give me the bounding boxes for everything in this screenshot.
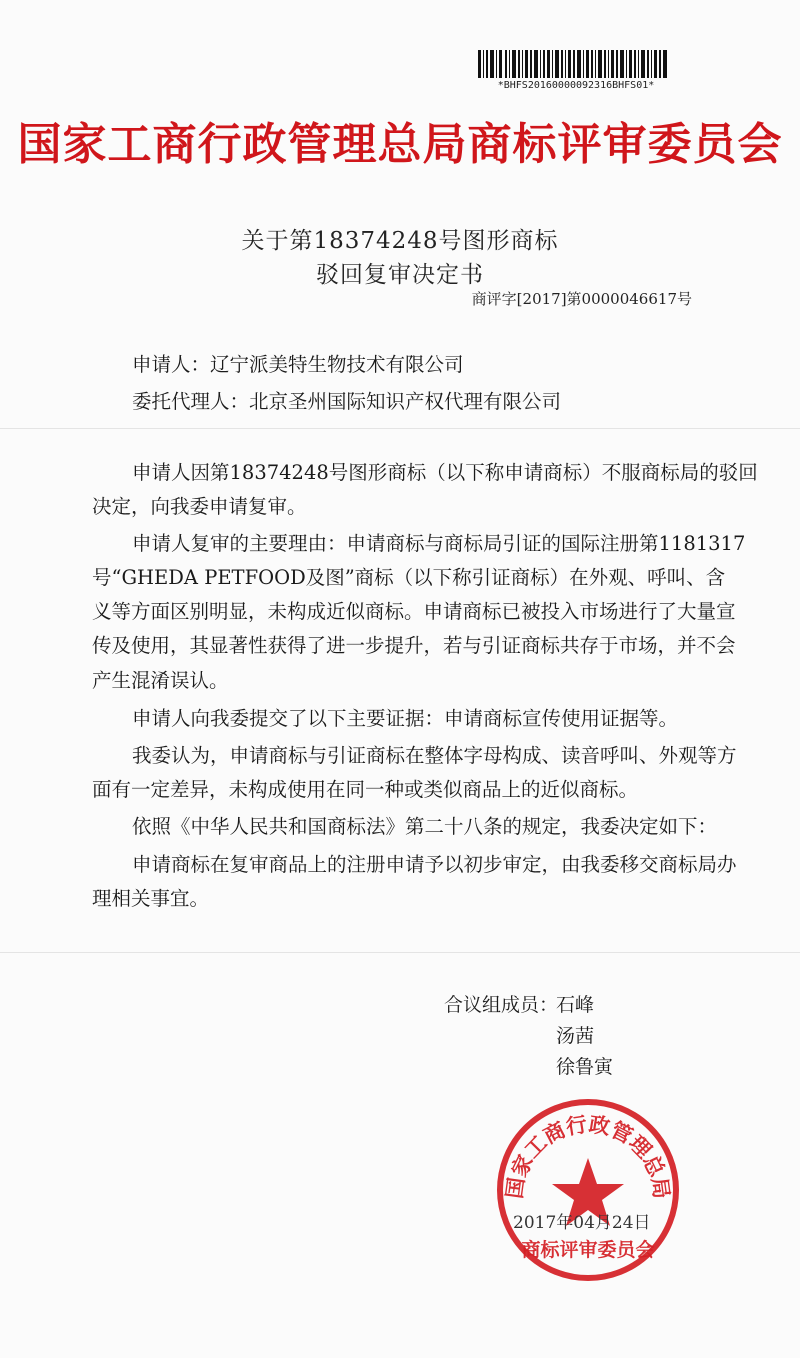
body-line: 义等方面区别明显，未构成近似商标。申请商标已被投入市场进行了大量宣 <box>92 600 736 623</box>
body-line: 我委认为，申请商标与引证商标在整体字母构成、读音呼叫、外观等方 <box>132 744 737 767</box>
panel-member: 石峰 <box>556 994 595 1016</box>
organization-title: 国家工商行政管理总局商标评审委员会 <box>17 119 783 170</box>
body-line: 面有一定差异，未构成使用在同一种或类似商品上的近似商标。 <box>92 778 639 801</box>
fold-line <box>0 428 800 429</box>
body-line: 理相关事宜。 <box>92 887 210 910</box>
body-line: 申请人复审的主要理由：申请商标与商标局引证的国际注册第1181317 <box>132 532 746 555</box>
decision-date: 2017年04月24日 <box>513 1213 651 1233</box>
official-seal <box>494 1096 682 1284</box>
panel-member: 徐鲁寅 <box>556 1056 614 1078</box>
barcode <box>478 50 668 78</box>
panel-label: 合议组成员： <box>444 994 559 1016</box>
body-line: 决定，向我委申请复审。 <box>92 495 307 518</box>
body-line: 产生混淆误认。 <box>92 669 229 692</box>
body-line: 申请商标在复审商品上的注册申请予以初步审定，由我委移交商标局办 <box>132 853 737 876</box>
document-title-line2: 驳回复审决定书 <box>316 262 484 288</box>
applicant-line: 申请人：辽宁派美特生物技术有限公司 <box>132 353 464 376</box>
body-line: 申请人因第18374248号图形商标（以下称申请商标）不服商标局的驳回 <box>132 461 758 484</box>
fold-line <box>0 952 800 953</box>
document-number: 商评字[2017]第0000046617号 <box>471 290 692 308</box>
body-line: 申请人向我委提交了以下主要证据：申请商标宣传使用证据等。 <box>132 707 679 730</box>
body-line: 号“GHEDA PETFOOD及图”商标（以下称引证商标）在外观、呼叫、含 <box>92 566 726 589</box>
document-title-line1: 关于第18374248号图形商标 <box>241 228 559 254</box>
seal-ring-text: 国家工商行政管理总局 <box>502 1112 674 1201</box>
seal-bottom-text: 商标评审委员会 <box>521 1239 655 1261</box>
body-line: 传及使用，其显著性获得了进一步提升，若与引证商标共存于市场，并不会 <box>92 634 736 657</box>
agent-line: 委托代理人：北京圣州国际知识产权代理有限公司 <box>132 390 562 413</box>
panel-member: 汤茜 <box>556 1025 595 1047</box>
body-line: 依照《中华人民共和国商标法》第二十八条的规定，我委决定如下： <box>132 815 718 838</box>
barcode-number: *BHFS20160000092316BHFS01* <box>497 80 655 91</box>
